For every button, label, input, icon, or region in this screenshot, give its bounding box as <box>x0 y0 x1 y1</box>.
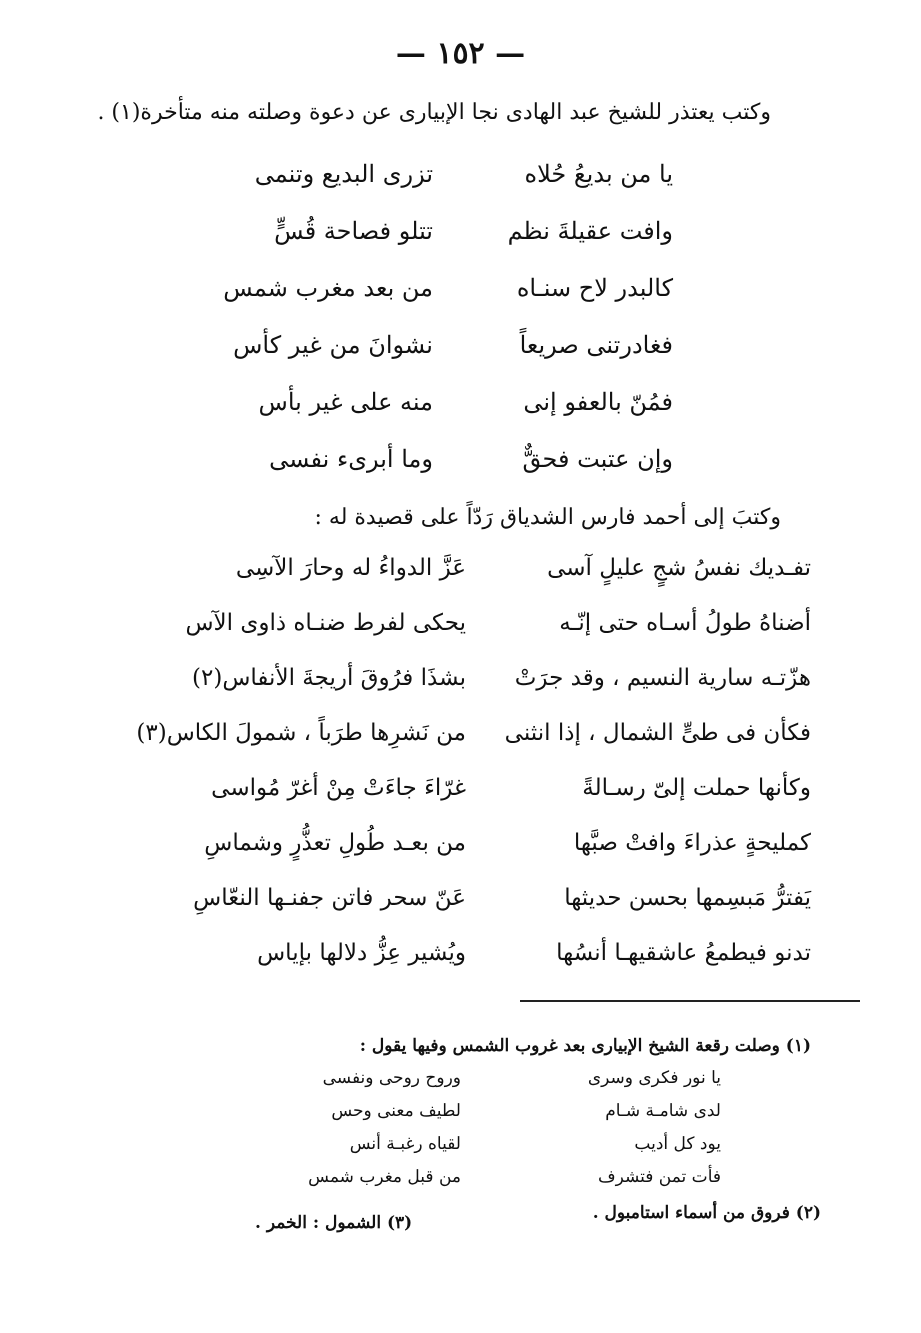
verse-first-hemistich: يا نور فكرى وسرى <box>587 1068 721 1088</box>
footnote-divider <box>520 1000 860 1002</box>
verse-second-hemistich: ويُشير عِزُّ دلالها بإياس <box>257 940 466 966</box>
verse-first-hemistich: وافت عقيلةَ نظم <box>507 217 673 245</box>
poem-verse <box>233 331 673 388</box>
verse-second-hemistich: من نَشرِها طرَباً ، شمولَ الكاس(٣) <box>136 720 466 746</box>
verse-first-hemistich: يَفترُّ مَبسِمها بحسن حديثها <box>564 885 811 911</box>
page-number: — ١٥٢ — <box>395 36 526 71</box>
poem-verse <box>233 160 673 217</box>
verse-first-hemistich: فمُنّ بالعفو إنى <box>523 388 673 416</box>
verse-second-hemistich: بشذَا فرُوقَ أريجةَ الأنفاس(٢) <box>192 665 466 691</box>
verse-first-hemistich: يا من بديعُ حُلاه <box>524 160 673 188</box>
verse-second-hemistich: وما أبرىء نفسى <box>269 445 433 473</box>
poem-verse <box>121 885 811 940</box>
verse-first-hemistich: هزّتـه سارية النسيم ، وقد جرَتْ <box>514 665 811 691</box>
footnote-1-heading: (١) وصلت رقعة الشيخ الإبيارى بعد غروب الشمس وفيها يقول : <box>359 1036 811 1056</box>
footnote-verse <box>161 1068 721 1101</box>
verse-second-hemistich: تزرى البديع وتنمى <box>254 160 433 188</box>
verse-second-hemistich: لقياه رغبـة أنس <box>349 1134 461 1154</box>
verse-second-hemistich: غرّاءَ جاءَتْ مِنْ أغرّ مُواسى <box>211 775 466 801</box>
footnote-3: (٣) الشمول : الخمر . <box>255 1213 413 1233</box>
verse-second-hemistich: عَزَّ الدواءُ له وحارَ الآسِى <box>235 555 466 581</box>
poem-1 <box>223 160 673 502</box>
verse-first-hemistich: فكأن فى طىٍّ الشمال ، إذا انثنى <box>504 720 811 746</box>
verse-first-hemistich: أضناهُ طولُ أسـاه حتى إنّـه <box>559 610 811 636</box>
poem-verse <box>233 388 673 445</box>
footnote-1-poem <box>161 1068 721 1200</box>
footnote-2: (٢) فروق من أسماء استامبول . <box>592 1203 821 1223</box>
verse-first-hemistich: تفـديك نفسُ شجٍ عليلٍ آسى <box>547 555 811 581</box>
poem-verse <box>121 775 811 830</box>
poem-verse <box>121 610 811 665</box>
poem-verse <box>233 445 673 502</box>
verse-second-hemistich: منه على غير بأس <box>258 388 433 416</box>
verse-second-hemistich: من بعـد طُولِ تعذُّرٍ وشماسِ <box>204 830 466 856</box>
verse-first-hemistich: يود كل أديب <box>634 1134 721 1154</box>
verse-first-hemistich: فأت تمن فتشرف <box>597 1167 721 1187</box>
verse-second-hemistich: من قبل مغرب شمس <box>308 1167 461 1187</box>
verse-second-hemistich: من بعد مغرب شمس <box>223 274 433 302</box>
verse-first-hemistich: وإن عتبت فحقٌّ <box>522 445 673 473</box>
poem-verse <box>121 665 811 720</box>
verse-first-hemistich: لدى شامـة شـام <box>605 1101 721 1121</box>
footnote-verse <box>161 1134 721 1167</box>
intro-paragraph-1: وكتب يعتذر للشيخ عبد الهادى نجا الإبيارى عن دعوة وصلته منه متأخرة(١) . <box>97 100 771 125</box>
verse-second-hemistich: عَنّ سحر فاتن جفنـها النعّاسِ <box>193 885 466 911</box>
poem-verse <box>121 940 811 995</box>
poem-verse <box>223 274 673 331</box>
verse-first-hemistich: فغادرتنى صريعاً <box>519 331 673 359</box>
poem-2 <box>121 555 811 995</box>
verse-first-hemistich: كمليحةٍ عذراءَ وافتْ صبَّها <box>573 830 811 856</box>
verse-second-hemistich: وروح روحى ونفسى <box>322 1068 461 1088</box>
verse-first-hemistich: تدنو فيطمعُ عاشقيهـا أنسُها <box>556 940 811 966</box>
verse-second-hemistich: تتلو فصاحة قُسٍّ <box>274 217 433 245</box>
verse-second-hemistich: نشوانَ من غير كأس <box>233 331 433 359</box>
poem-verse <box>121 555 811 610</box>
verse-second-hemistich: لطيف معنى وحس <box>331 1101 461 1121</box>
footnote-verse <box>161 1101 721 1134</box>
poem-verse <box>121 830 811 885</box>
verse-first-hemistich: كالبدر لاح سنـاه <box>516 274 673 302</box>
intro-paragraph-2: وكتبَ إلى أحمد فارس الشدياق رَدّاً على قصيدة له : <box>314 505 781 530</box>
poem-verse <box>233 217 673 274</box>
poem-verse <box>121 720 811 775</box>
verse-first-hemistich: وكأنها حملت إلىّ رسـالةً <box>582 775 811 801</box>
footnote-verse <box>161 1167 721 1200</box>
verse-second-hemistich: يحكى لفرط ضنـاه ذاوى الآس <box>185 610 466 636</box>
